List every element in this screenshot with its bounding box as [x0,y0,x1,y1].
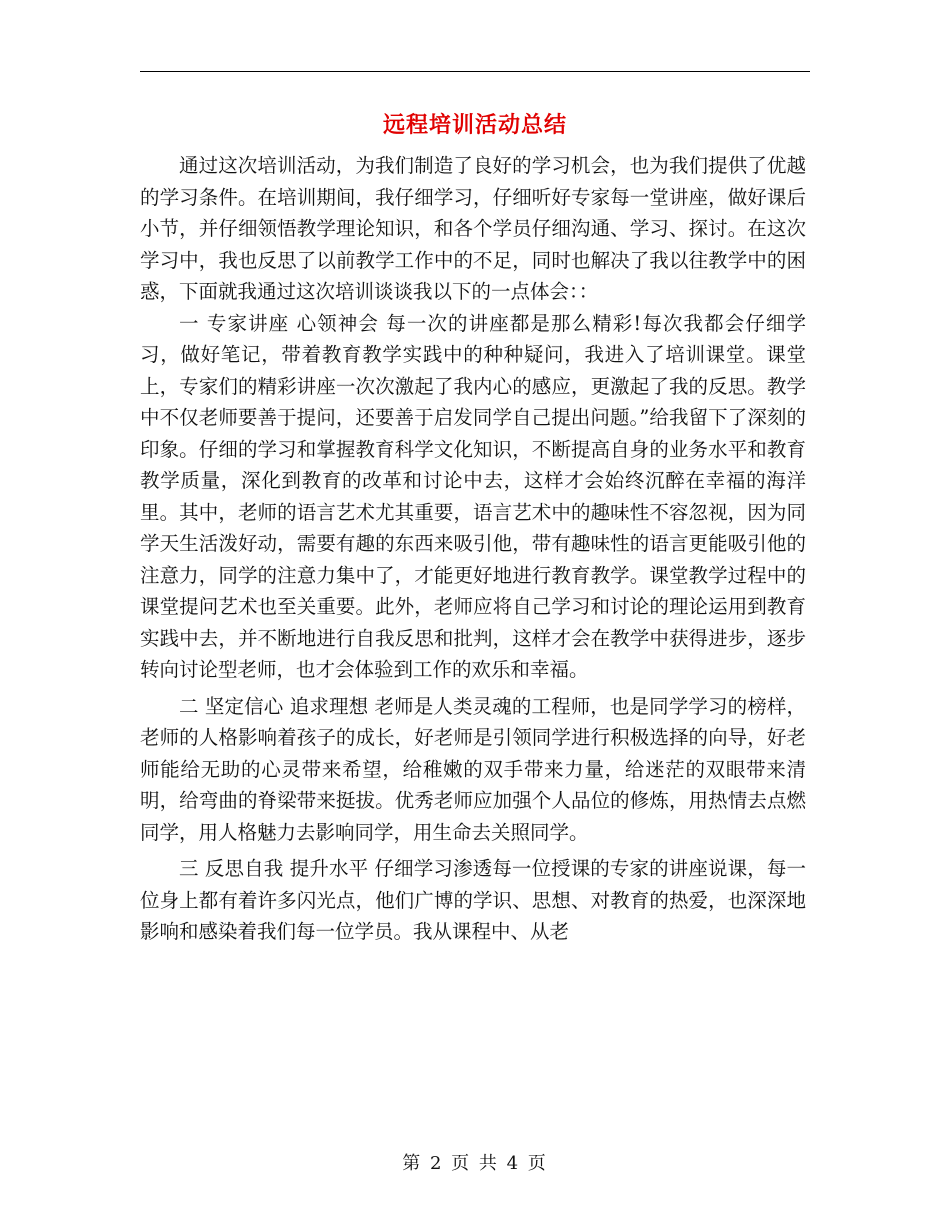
page-footer: 第 2 页 共 4 页 [402,1153,548,1174]
header-rule [140,71,810,72]
document-body [140,150,806,948]
paragraph-section-2: 二 坚定信心 追求理想 老师是人类灵魂的工程师，也是同学学习的榜样，老师的人格影响着孩子的成长，好老师是引领同学进行积极选择的向导，好老师能给无助的心灵带来希望，给稚嫩的双手带来力量，给迷茫的双眼带来清明，给弯曲的脊梁带来挺拔。优秀老师应加强个人品位的修炼，用热情去点燃同学，用人格魅力去影响同学，用生命去关照同学。 [140,694,806,844]
paragraph-section-3: 三 反思自我 提升水平 仔细学习渗透每一位授课的专家的讲座说课，每一位身上都有着许多闪光点，他们广博的学识、思想、对教育的热爱，也深深地影响和感染着我们每一位学员。我从课程中、从老 [140,857,806,943]
paragraph-intro: 通过这次培训活动，为我们制造了良好的学习机会，也为我们提供了优越的学习条件。在培训期间，我仔细学习，仔细听好专家每一堂讲座，做好课后小节，并仔细领悟教学理论知识，和各个学员仔细沟通、学习、探讨。在这次学习中，我也反思了以前教学工作中的不足，同时也解决了我以往教学中的困惑，下面就我通过这次培训谈谈我以下的一点体会：： [140,154,806,303]
paragraph-section-1: 一 专家讲座 心领神会 每一次的讲座都是那么精彩!每次我都会仔细学习，做好笔记，带着教育教学实践中的种种疑问，我进入了培训课堂。课堂上，专家们的精彩讲座一次次激起了我内心的感应，更激起了我的反思。教学中不仅老师要善于提问，还要善于启发同学自己提出问题。”给我留下了深刻的印象。仔细的学习和掌握教育科学文化知识，不断提高自身的业务水平和教育教学质量，深化到教育的改革和讨论中去，这样才会始终沉醉在幸福的海洋里。其中，老师的语言艺术尤其重要，语言艺术中的趣味性不容忽视，因为同学天生活泼好动，需要有趣的东西来吸引他，带有趣味性的语言更能吸引他的注意力，同学的注意力集中了，才能更好地进行教育教学。课堂教学过程中的课堂提问艺术也至关重要。此外，老师应将自己学习和讨论的理论运用到教育实践中去，并不断地进行自我反思和批判，这样才会在教学中获得进步，逐步转向讨论型老师，也才会体验到工作的欢乐和幸福。 [140,311,806,681]
document-title: 远程培训活动总结 [382,112,567,138]
